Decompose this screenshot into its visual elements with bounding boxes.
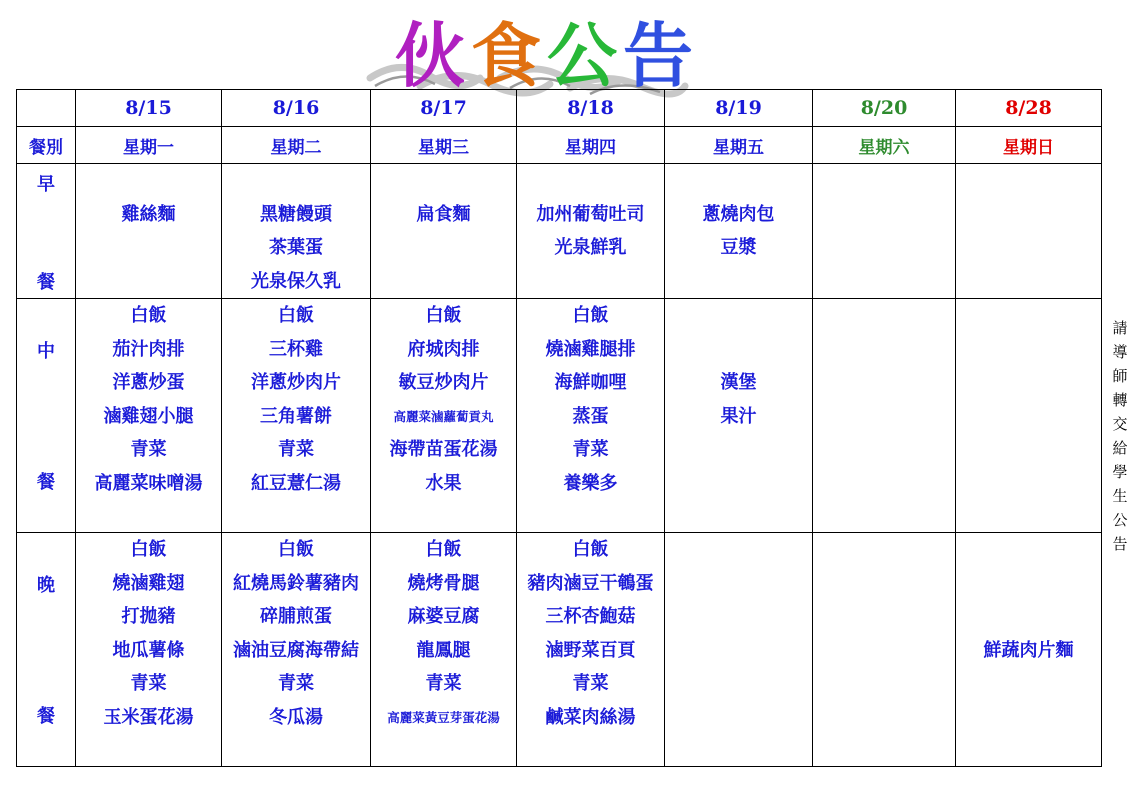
menu-item: 青菜 (278, 673, 314, 694)
side-note-char: 請 (1112, 319, 1128, 337)
menu-item: 地瓜薯條 (112, 639, 185, 661)
menu-item: 光泉保久乳 (251, 270, 341, 292)
menu-item: 漢堡 (720, 372, 757, 393)
menu-item: 麻婆豆腐 (407, 606, 480, 627)
menu-item: 海帶苗蛋花湯 (389, 439, 498, 460)
menu-item: 白飯 (278, 539, 314, 560)
menu-item: 光泉鮮乳 (554, 237, 627, 258)
menu-item: 白飯 (130, 305, 167, 326)
side-note-char: 導 (1112, 343, 1128, 361)
weekday-header-row (17, 127, 1102, 164)
menu-cell (222, 299, 371, 533)
date-cell: 8/16 (222, 90, 371, 127)
date-cell: 8/28 (956, 90, 1102, 127)
menu-item: 白飯 (572, 539, 609, 560)
meal-name-top: 中 (37, 341, 55, 362)
menu-cell (956, 533, 1102, 767)
menu-cell (665, 164, 813, 299)
weekday-cell: 星期三 (371, 127, 517, 164)
meal-name-cell (17, 164, 76, 299)
menu-item: 茶葉蛋 (269, 237, 323, 258)
menu-item: 青菜 (572, 439, 609, 460)
side-note-char: 轉 (1112, 391, 1128, 409)
weekday-cell: 星期一 (76, 127, 222, 164)
weekday-cell: 星期二 (222, 127, 371, 164)
menu-cell (665, 299, 813, 533)
menu-cell (222, 533, 371, 767)
menu-item (1025, 533, 1031, 567)
menu-item (293, 164, 299, 198)
menu-item (735, 164, 741, 198)
title-char: 食 (471, 15, 547, 97)
menu-item: 紅燒馬鈴薯豬肉 (233, 572, 359, 594)
menu-item: 燒滷雞翅 (112, 572, 185, 594)
menu-item: 扁食麵 (416, 203, 471, 225)
menu-cell (371, 299, 517, 533)
menu-item: 水果 (425, 472, 462, 494)
date-cell: 8/15 (76, 90, 222, 127)
menu-item: 白飯 (130, 539, 167, 560)
menu-item: 三杯雞 (269, 338, 323, 360)
menu-item: 洋蔥炒蛋 (112, 372, 185, 393)
menu-item: 敏豆炒肉片 (398, 372, 489, 393)
meal-name-top: 早 (37, 174, 55, 195)
title-char: 公 (547, 15, 623, 97)
meal-label-header: 餐別 (17, 127, 76, 164)
menu-cell (665, 533, 813, 767)
menu-cell (956, 164, 1102, 299)
meal-name-top: 晚 (37, 575, 55, 596)
menu-item: 白飯 (425, 539, 462, 560)
menu-item: 黑糖饅頭 (260, 203, 332, 225)
menu-item: 雞絲麵 (121, 203, 176, 225)
side-note-char: 給 (1112, 439, 1128, 457)
side-note-char: 告 (1112, 535, 1128, 553)
menu-cell (222, 164, 371, 299)
menu-cell (517, 299, 665, 533)
menu-cell (76, 164, 222, 299)
menu-cell (813, 533, 956, 767)
dinner-row (17, 533, 1102, 767)
side-note-char: 交 (1112, 415, 1128, 433)
menu-item: 青菜 (278, 439, 314, 460)
side-note-char: 公 (1112, 511, 1128, 529)
menu-item: 青菜 (130, 439, 167, 460)
menu-cell (76, 299, 222, 533)
menu-item: 滷油豆腐海帶結 (233, 639, 359, 661)
meal-name-bottom: 餐 (37, 472, 55, 493)
date-header-row (17, 90, 1102, 127)
menu-cell (371, 533, 517, 767)
menu-item (587, 164, 593, 198)
menu-item (145, 164, 151, 198)
menu-cell (956, 299, 1102, 533)
menu-item: 龍鳳腿 (416, 639, 471, 661)
side-note (1111, 316, 1129, 556)
menu-cell (517, 533, 665, 767)
menu-item: 洋蔥炒肉片 (251, 372, 341, 393)
menu-item (1025, 600, 1031, 634)
side-note-char: 生 (1112, 487, 1128, 505)
menu-item: 燒滷雞腿排 (545, 338, 636, 360)
menu-cell (76, 533, 222, 767)
menu-item: 白飯 (425, 305, 462, 326)
weekday-cell: 星期六 (813, 127, 956, 164)
menu-cell (813, 164, 956, 299)
menu-item: 高麗菜滷蘿蔔貢丸 (393, 408, 494, 424)
menu-item: 果汁 (720, 405, 757, 427)
side-note-char: 學 (1112, 463, 1128, 481)
menu-item: 養樂多 (563, 472, 618, 494)
title-char: 告 (623, 15, 699, 97)
menu-item: 燒烤骨腿 (407, 572, 480, 594)
menu-item (735, 299, 741, 333)
menu-item: 海鮮咖哩 (554, 372, 627, 393)
menu-item: 府城肉排 (407, 338, 480, 360)
weekday-cell: 星期日 (956, 127, 1102, 164)
date-cell: 8/18 (517, 90, 665, 127)
meal-name-cell (17, 533, 76, 767)
menu-item: 鹹菜肉絲湯 (545, 706, 636, 728)
weekday-cell: 星期五 (665, 127, 813, 164)
menu-cell (813, 299, 956, 533)
menu-item: 蔥燒肉包 (702, 203, 775, 225)
menu-item: 三角薯餅 (260, 405, 332, 427)
meal-name-bottom: 餐 (37, 272, 55, 293)
date-cell: 8/19 (665, 90, 813, 127)
menu-item: 三杯杏鮑菇 (545, 606, 636, 627)
meal-name-bottom: 餐 (37, 706, 55, 727)
menu-item: 高麗菜黃豆芽蛋花湯 (387, 709, 500, 725)
menu-item: 白飯 (278, 305, 314, 326)
menu-item: 冬瓜湯 (269, 706, 323, 728)
menu-item: 蒸蛋 (572, 405, 609, 427)
date-cell: 8/17 (371, 90, 517, 127)
menu-item: 滷雞翅小腿 (103, 405, 194, 427)
breakfast-row (17, 164, 1102, 299)
title-char: 伙 (395, 15, 471, 97)
menu-cell (371, 164, 517, 299)
menu-item: 青菜 (572, 673, 609, 694)
meal-schedule-table (16, 89, 1102, 767)
menu-item: 加州葡萄吐司 (536, 203, 645, 225)
menu-item: 滷野菜百頁 (545, 639, 636, 661)
menu-item: 豆漿 (720, 237, 757, 258)
menu-item: 打拋豬 (121, 606, 176, 627)
menu-item (735, 333, 741, 367)
menu-item (1025, 567, 1031, 601)
menu-item: 鮮蔬肉片麵 (983, 639, 1074, 661)
meal-name-cell (17, 299, 76, 533)
menu-item: 茄汁肉排 (112, 338, 185, 360)
menu-cell (517, 164, 665, 299)
side-note-char: 師 (1112, 367, 1128, 385)
menu-item: 碎脯煎蛋 (260, 606, 332, 627)
menu-item: 紅豆薏仁湯 (251, 472, 341, 494)
menu-item: 高麗菜味噌湯 (94, 472, 203, 494)
date-cell: 8/20 (813, 90, 956, 127)
menu-item: 豬肉滷豆干鵪蛋 (527, 572, 654, 594)
weekday-cell: 星期四 (517, 127, 665, 164)
menu-item: 玉米蛋花湯 (103, 706, 194, 728)
lunch-row (17, 299, 1102, 533)
menu-item: 白飯 (572, 305, 609, 326)
menu-item (440, 164, 446, 198)
corner-cell (17, 90, 76, 127)
menu-item: 青菜 (130, 673, 167, 694)
menu-item: 青菜 (425, 673, 462, 694)
